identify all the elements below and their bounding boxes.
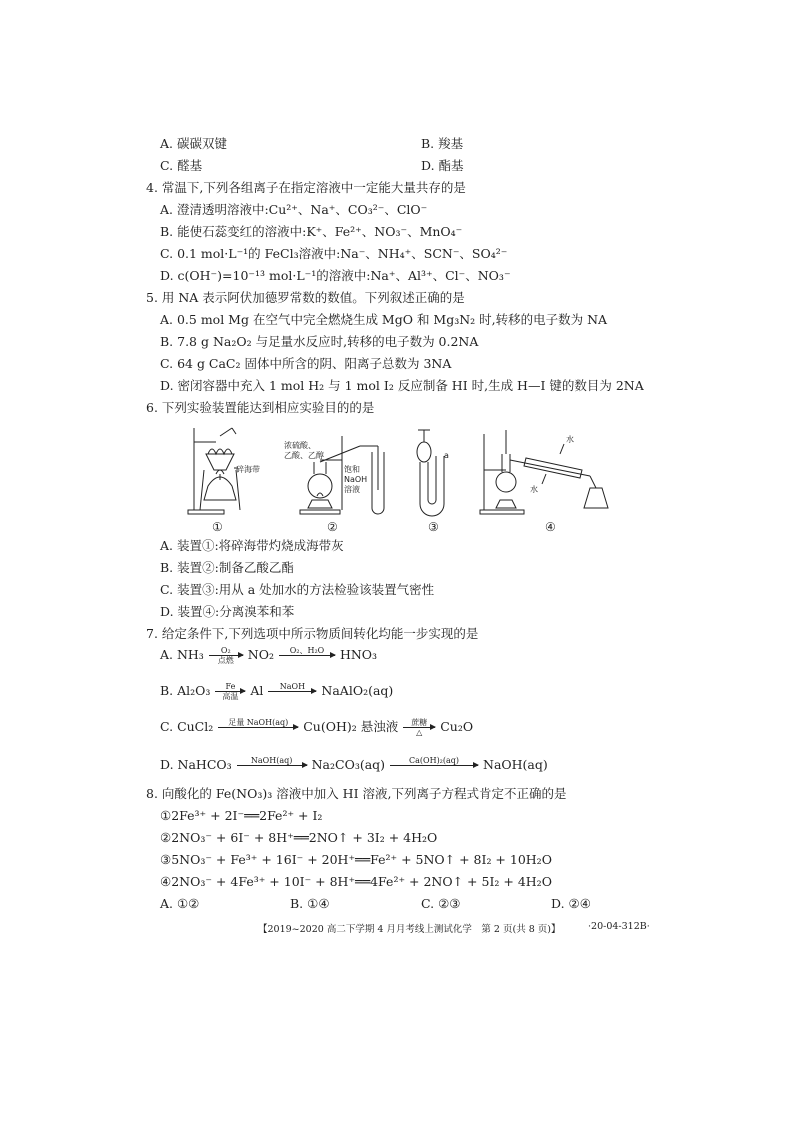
- page-code: ·20-04-312B·: [588, 921, 650, 932]
- q7a-end: HNO₃: [339, 647, 378, 662]
- q7-option-b: [160, 682, 393, 701]
- q8-option-b: B. ①④: [290, 896, 330, 911]
- label-naoh-3: 溶液: [344, 485, 360, 494]
- q7d-mid: Na₂CO₃(aq): [311, 757, 386, 772]
- label-acid-1: 浓硫酸、: [284, 441, 316, 450]
- arrow-icon: 蔗糖 △: [403, 718, 435, 737]
- q7c-mid: Cu(OH)₂ 悬浊液: [303, 719, 399, 734]
- label-naoh-2: NaOH: [344, 475, 368, 484]
- q7-option-c: [160, 718, 473, 737]
- q7c-label: C. CuCl₂: [160, 719, 214, 734]
- q6-apparatus-figure: [180, 424, 620, 520]
- apparatus-3-utube: [417, 430, 444, 516]
- q7d-label: D. NaHCO₃: [160, 757, 232, 772]
- q5-stem: 5. 用 NA 表示阿伏加德罗常数的数值。下列叙述正确的是: [146, 290, 465, 305]
- q5-option-c: C. 64 g CaC₂ 固体中所含的阴、阳离子总数为 3NA: [160, 356, 452, 371]
- arrow-icon: Ca(OH)₂(aq): [390, 756, 478, 775]
- q4-option-a: A. 澄清透明溶液中:Cu²⁺、Na⁺、CO₃²⁻、ClO⁻: [160, 202, 428, 217]
- q8-equation-3: ③5NO₃⁻ + Fe³⁺ + 16I⁻ + 20H⁺══Fe²⁺ + 5NO↑ + 8I₂ + 10H₂O: [160, 852, 552, 867]
- arrow-icon: NaOH: [268, 682, 316, 701]
- apparatus-4-distillation: [480, 430, 608, 514]
- q8-option-a: A. ①②: [160, 896, 200, 911]
- q4-option-d: D. c(OH⁻)=10⁻¹³ mol·L⁻¹的溶液中:Na⁺、Al³⁺、Cl⁻、NO₃⁻: [160, 268, 511, 283]
- q5-option-a: A. 0.5 mol Mg 在空气中完全燃烧生成 MgO 和 Mg₃N₂ 时,转移的电子数为 NA: [160, 312, 608, 327]
- q6-option-a: A. 装置①:将碎海带灼烧成海带灰: [160, 538, 344, 553]
- label-water-out: 水: [566, 435, 574, 444]
- q3-option-c: C. 醛基: [160, 158, 203, 173]
- q8-stem: 8. 向酸化的 Fe(NO₃)₃ 溶液中加入 HI 溶液,下列离子方程式肯定不正确的是: [146, 786, 567, 801]
- caption-1: ①: [212, 520, 223, 534]
- label-acid-2: 乙酸、乙醇: [284, 451, 324, 460]
- q7b-label: B. Al₂O₃: [160, 683, 211, 698]
- q7-option-d: [160, 756, 548, 775]
- q8-option-c: C. ②③: [421, 896, 461, 911]
- q7c-end: Cu₂O: [440, 719, 474, 734]
- arrow-icon: NaOH(aq): [237, 756, 307, 775]
- q4-option-b: B. 能使石蕊变红的溶液中:K⁺、Fe²⁺、NO₃⁻、MnO₄⁻: [160, 224, 463, 239]
- q7a-label: A. NH₃: [160, 647, 204, 662]
- arrow-icon: 足量 NaOH(aq): [218, 718, 298, 737]
- page-footer: 【2019~2020 高二下学期 4 月月考线上测试化学 第 2 页(共 8 页)】: [258, 924, 561, 935]
- caption-2: ②: [327, 520, 338, 534]
- caption-3: ③: [428, 520, 439, 534]
- q7a-mid: NO₂: [247, 647, 274, 662]
- q4-stem: 4. 常温下,下列各组离子在指定溶液中一定能大量共存的是: [146, 180, 466, 195]
- arrow-icon: Fe 高温: [215, 682, 245, 701]
- label-seaweed: 碎海带: [236, 465, 260, 474]
- arrow-icon: O₂、H₂O: [279, 646, 335, 665]
- q3-option-b: B. 羧基: [421, 136, 464, 151]
- q7-option-a: [160, 646, 377, 665]
- q8-option-d: D. ②④: [551, 896, 591, 911]
- label-water-in: 水: [530, 485, 538, 494]
- q6-option-c: C. 装置③:用从 a 处加水的方法检验该装置气密性: [160, 582, 435, 597]
- q6-option-d: D. 装置④:分离溴苯和苯: [160, 604, 295, 619]
- q6-stem: 6. 下列实验装置能达到相应实验目的的是: [146, 400, 375, 415]
- q8-equation-4: ④2NO₃⁻ + 4Fe³⁺ + 10I⁻ + 8H⁺══4Fe²⁺ + 2NO↑ + 5I₂ + 4H₂O: [160, 874, 552, 889]
- q7b-end: NaAlO₂(aq): [321, 683, 394, 698]
- q7b-mid: Al: [250, 683, 264, 698]
- label-naoh-1: 饱和: [344, 465, 360, 474]
- arrow-icon: O₂ 点燃: [209, 646, 243, 665]
- q6-option-b: B. 装置②:制备乙酸乙酯: [160, 560, 294, 575]
- apparatus-1-burning: [188, 428, 240, 514]
- caption-4: ④: [545, 520, 556, 534]
- q3-option-d: D. 酯基: [421, 158, 464, 173]
- q4-option-c: C. 0.1 mol·L⁻¹的 FeCl₃溶液中:Na⁻、NH₄⁺、SCN⁻、SO₄²⁻: [160, 246, 508, 261]
- q3-option-a: A. 碳碳双键: [160, 136, 227, 151]
- q8-equation-2: ②2NO₃⁻ + 6I⁻ + 8H⁺══2NO↑ + 3I₂ + 4H₂O: [160, 830, 438, 845]
- q8-equation-1: ①2Fe³⁺ + 2I⁻══2Fe²⁺ + I₂: [160, 808, 323, 823]
- label-a: a: [444, 451, 449, 460]
- q5-option-b: B. 7.8 g Na₂O₂ 与足量水反应时,转移的电子数为 0.2NA: [160, 334, 479, 349]
- q7d-end: NaOH(aq): [483, 757, 548, 772]
- q5-option-d: D. 密闭容器中充入 1 mol H₂ 与 1 mol I₂ 反应制备 HI 时,生成 H—I 键的数目为 2NA: [160, 378, 644, 393]
- q7-stem: 7. 给定条件下,下列选项中所示物质间转化均能一步实现的是: [146, 626, 479, 641]
